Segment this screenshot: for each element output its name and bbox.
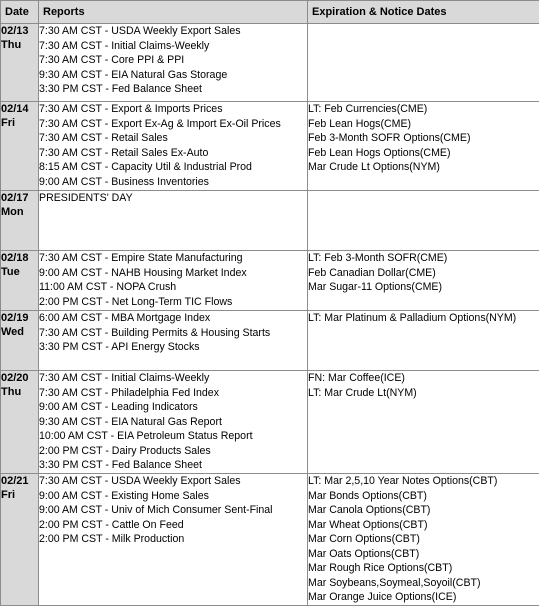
expiration-item: Mar Canola Options(CBT)	[308, 503, 539, 518]
day-label: Mon	[1, 205, 38, 219]
expiration-item: Mar Rough Rice Options(CBT)	[308, 561, 539, 576]
report-item: 3:30 PM CST - Fed Balance Sheet	[39, 458, 307, 473]
day-label: Fri	[1, 488, 38, 502]
table-row	[1, 24, 539, 102]
reports-cell	[39, 102, 308, 191]
date-label: 02/19	[1, 311, 38, 325]
report-item: 9:30 AM CST - EIA Natural Gas Storage	[39, 68, 307, 83]
report-item: 9:00 AM CST - Univ of Mich Consumer Sent-Final	[39, 503, 307, 518]
expiration-item: LT: Mar 2,5,10 Year Notes Options(CBT)	[308, 474, 539, 489]
report-item: 9:30 AM CST - EIA Natural Gas Report	[39, 415, 307, 430]
expiration-item: Mar Soybeans,Soymeal,Soyoil(CBT)	[308, 576, 539, 591]
expirations-cell	[308, 251, 539, 311]
expiration-item: Feb 3-Month SOFR Options(CME)	[308, 131, 539, 146]
expiration-item: FN: Mar Coffee(ICE)	[308, 371, 539, 386]
date-cell	[1, 371, 39, 474]
expiration-item: Feb Lean Hogs Options(CME)	[308, 146, 539, 161]
expiration-item: Mar Crude Lt Options(NYM)	[308, 160, 539, 175]
expirations-cell	[308, 311, 539, 371]
table-row	[1, 191, 539, 251]
report-item: 9:00 AM CST - Business Inventories	[39, 175, 307, 190]
holiday-label: PRESIDENTS' DAY	[39, 191, 307, 206]
report-item: 2:00 PM CST - Dairy Products Sales	[39, 444, 307, 459]
report-item: 10:00 AM CST - EIA Petroleum Status Report	[39, 429, 307, 444]
table-row	[1, 371, 539, 474]
expirations-cell	[308, 371, 539, 474]
expiration-item: Mar Corn Options(CBT)	[308, 532, 539, 547]
date-label: 02/21	[1, 474, 38, 488]
date-cell	[1, 251, 39, 311]
date-cell	[1, 311, 39, 371]
reports-cell	[39, 24, 308, 102]
report-item: 7:30 AM CST - USDA Weekly Export Sales	[39, 474, 307, 489]
day-label: Tue	[1, 265, 38, 279]
date-label: 02/17	[1, 191, 38, 205]
report-item: 2:00 PM CST - Milk Production	[39, 532, 307, 547]
report-item: 7:30 AM CST - Initial Claims-Weekly	[39, 371, 307, 386]
report-item: 6:00 AM CST - MBA Mortgage Index	[39, 311, 307, 326]
reports-cell	[39, 474, 308, 606]
report-item: 7:30 AM CST - Export Ex-Ag & Import Ex-Oil Prices	[39, 117, 307, 132]
report-item: 9:00 AM CST - Leading Indicators	[39, 400, 307, 415]
day-label: Fri	[1, 116, 38, 130]
expiration-item: Mar Wheat Options(CBT)	[308, 518, 539, 533]
report-item: 9:00 AM CST - Existing Home Sales	[39, 489, 307, 504]
expiration-item: LT: Feb Currencies(CME)	[308, 102, 539, 117]
report-item: 7:30 AM CST - USDA Weekly Export Sales	[39, 24, 307, 39]
reports-cell	[39, 371, 308, 474]
header-row	[1, 1, 539, 24]
table-row	[1, 251, 539, 311]
reports-cell	[39, 191, 308, 251]
expirations-cell	[308, 474, 539, 606]
report-item: 7:30 AM CST - Retail Sales	[39, 131, 307, 146]
table-row	[1, 102, 539, 191]
expiration-item: Mar Oats Options(CBT)	[308, 547, 539, 562]
report-item: 9:00 AM CST - NAHB Housing Market Index	[39, 266, 307, 281]
table-row	[1, 311, 539, 371]
expiration-item: Feb Lean Hogs(CME)	[308, 117, 539, 132]
report-item: 2:00 PM CST - Cattle On Feed	[39, 518, 307, 533]
date-cell	[1, 102, 39, 191]
report-item: 7:30 AM CST - Retail Sales Ex-Auto	[39, 146, 307, 161]
expirations-cell	[308, 24, 539, 102]
expiration-item: Feb Canadian Dollar(CME)	[308, 266, 539, 281]
date-label: 02/20	[1, 371, 38, 385]
report-item: 8:15 AM CST - Capacity Util & Industrial Prod	[39, 160, 307, 175]
report-item: 3:30 PM CST - API Energy Stocks	[39, 340, 307, 355]
table-row	[1, 474, 539, 606]
report-item: 2:00 PM CST - Net Long-Term TIC Flows	[39, 295, 307, 310]
date-column-header: Date	[1, 1, 39, 24]
report-item: 7:30 AM CST - Building Permits & Housing Starts	[39, 326, 307, 341]
reports-column-header: Reports	[39, 1, 308, 24]
expiration-item: Mar Bonds Options(CBT)	[308, 489, 539, 504]
report-item: 7:30 AM CST - Empire State Manufacturing	[39, 251, 307, 266]
expiration-item: LT: Mar Platinum & Palladium Options(NYM)	[308, 311, 539, 326]
expirations-cell	[308, 102, 539, 191]
report-item: 7:30 AM CST - Philadelphia Fed Index	[39, 386, 307, 401]
expiration-item: Mar Orange Juice Options(ICE)	[308, 590, 539, 605]
report-item: 11:00 AM CST - NOPA Crush	[39, 280, 307, 295]
report-item: 7:30 AM CST - Core PPI & PPI	[39, 53, 307, 68]
expiration-item: LT: Feb 3-Month SOFR(CME)	[308, 251, 539, 266]
day-label: Wed	[1, 325, 38, 339]
report-item: 7:30 AM CST - Export & Imports Prices	[39, 102, 307, 117]
reports-cell	[39, 311, 308, 371]
reports-cell	[39, 251, 308, 311]
report-item: 7:30 AM CST - Initial Claims-Weekly	[39, 39, 307, 54]
expiration-column-header: Expiration & Notice Dates	[308, 1, 539, 24]
date-cell	[1, 24, 39, 102]
expirations-cell	[308, 191, 539, 251]
date-cell	[1, 474, 39, 606]
date-cell	[1, 191, 39, 251]
expiration-item: LT: Mar Crude Lt(NYM)	[308, 386, 539, 401]
date-label: 02/14	[1, 102, 38, 116]
day-label: Thu	[1, 385, 38, 399]
day-label: Thu	[1, 38, 38, 52]
report-item: 3:30 PM CST - Fed Balance Sheet	[39, 82, 307, 97]
date-label: 02/13	[1, 24, 38, 38]
expiration-item: Mar Sugar-11 Options(CME)	[308, 280, 539, 295]
date-label: 02/18	[1, 251, 38, 265]
